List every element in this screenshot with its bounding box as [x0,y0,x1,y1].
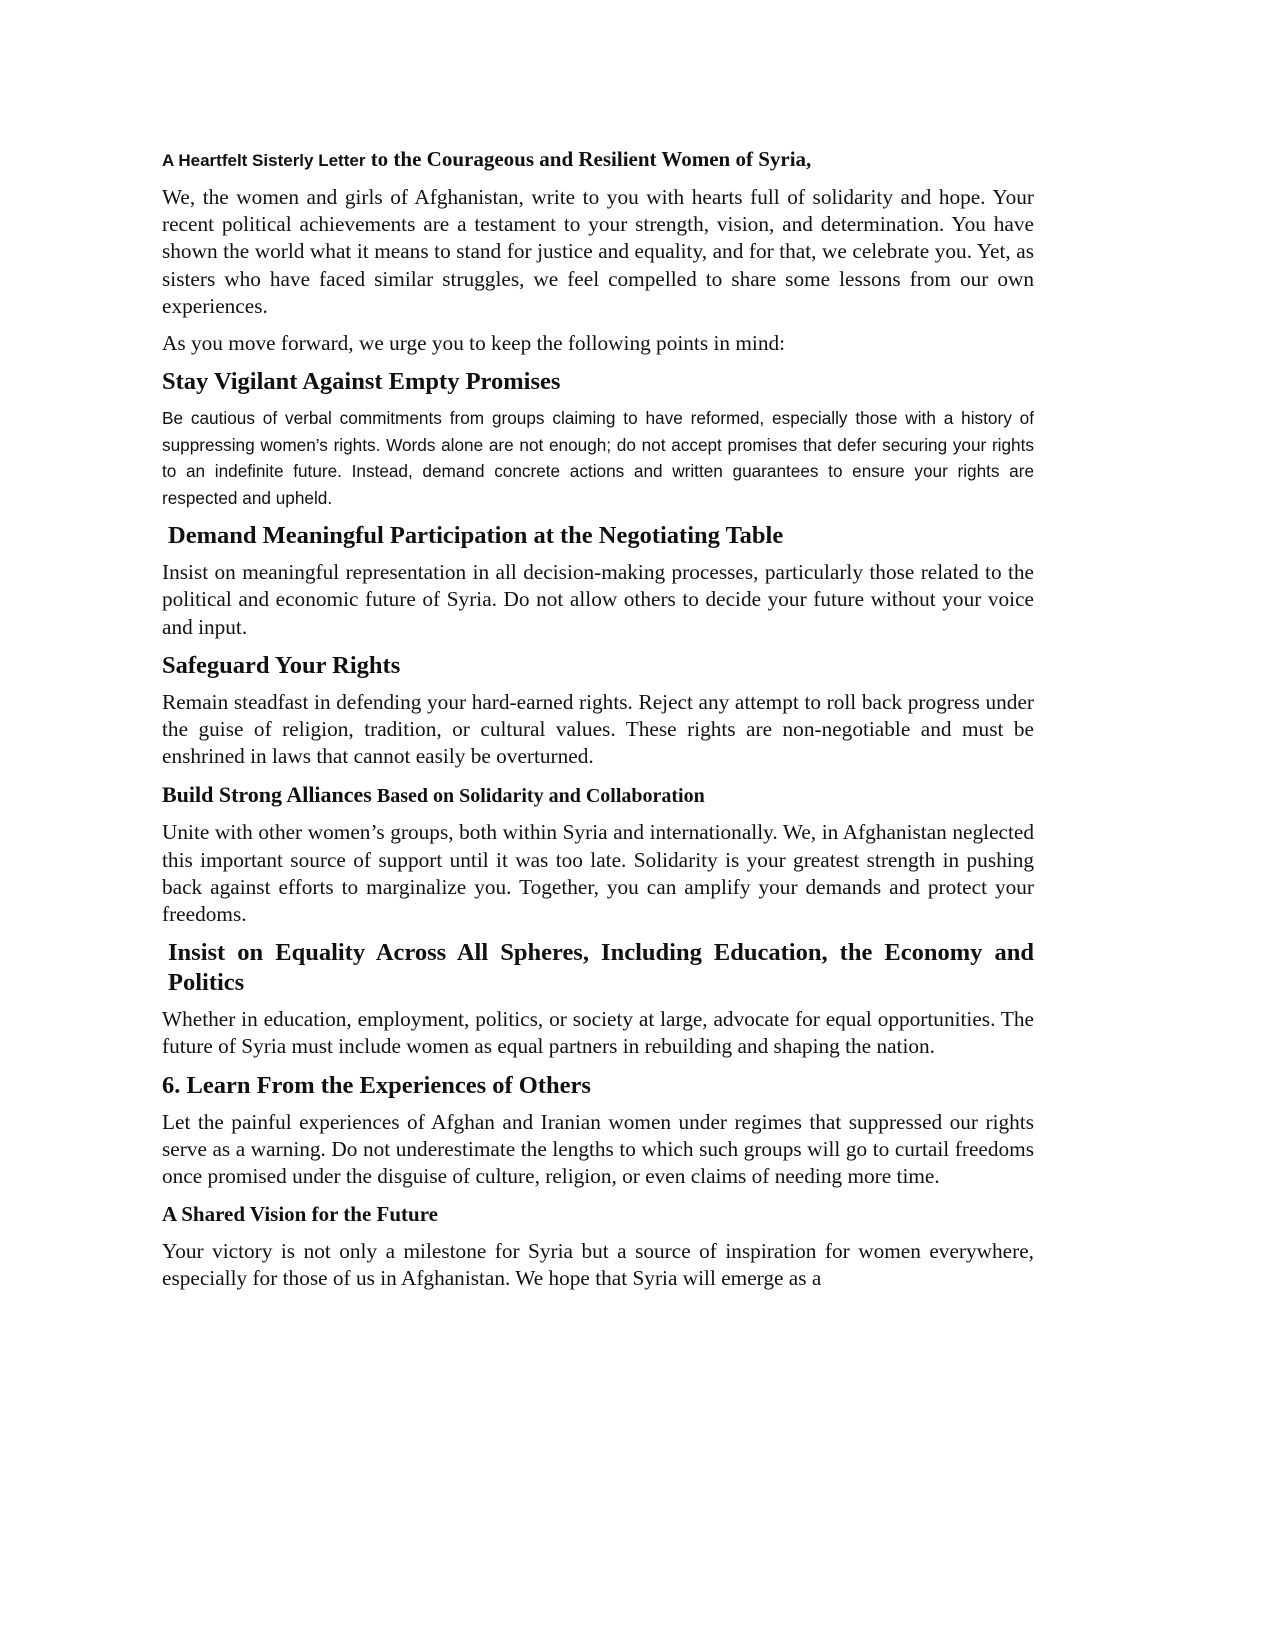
section-heading-vigilant: Stay Vigilant Against Empty Promises [162,368,561,396]
section-heading-participation: Demand Meaningful Participation at the Negotiating Table [168,522,784,550]
section-body-shared-vision: Your victory is not only a milestone for Syria but a source of inspiration for women everywhere, especially for those of us in Afghanistan. We hope that Syria will emerge as a [162,1239,1034,1291]
section-heading-alliances-part1: Build Strong Alliances [162,782,372,808]
section-body-learn: Let the painful experiences of Afghan and Iranian women under regimes that suppressed our rights serve as a warning. Do not underestimate the lengths to which such groups will go to curtail freedoms once promised under the disguise of culture, religion, or even claims of needing more time. [162,1109,1034,1189]
section-heading-equality: Insist on Equality Across All Spheres, Including Education, the Economy and Politics [168,939,1034,997]
section-body-safeguard: Remain steadfast in defending your hard-earned rights. Reject any attempt to roll back progress under the guise of religion, tradition, or cultural values. These rights are non-negotiable and must be enshrined in laws that cannot easily be overturned. [162,689,1034,769]
lead-in-paragraph: As you move forward, we urge you to keep the following points in mind: [162,331,786,356]
section-heading-shared-vision: A Shared Vision for the Future [162,1202,438,1227]
section-body-alliances: Unite with other women’s groups, both within Syria and internationally. We, in Afghanistan neglected this important source of support until it was too late. Solidarity is your greatest strength in pushing back against efforts to marginalize you. Together, you can amplify your demands and protect your freedoms. [162,820,1034,927]
letter-title-part2: to the Courageous and Resilient Women of Syria, [365,147,812,171]
section-heading-alliances [162,780,1034,811]
section-body-equality: Whether in education, employment, politics, or society at large, advocate for equal opportunities. The future of Syria must include women as equal partners in rebuilding and shaping the nation. [162,1007,1034,1059]
section-heading-safeguard: Safeguard Your Rights [162,651,401,679]
section-heading-alliances-part2: Based on Solidarity and Collaboration [371,785,705,808]
intro-paragraph: We, the women and girls of Afghanistan, write to you with hearts full of solidarity and hope. Your recent political achievements are a testament to your strength, vision, and determination. You have shown the world what it means to stand for justice and equality, and for that, we celebrate you. Yet, as sisters who have faced similar struggles, we feel compelled to share some lessons from our own experiences. [162,185,1034,318]
letter-title [162,146,1034,174]
section-body-vigilant: Be cautious of verbal commitments from groups claiming to have reformed, especially those with a history of suppressing women’s rights. Words alone are not enough; do not accept promises that defer securing your rights to an indefinite future. Instead, demand concrete actions and written guarantees to ensure your rights are respected and upheld. [162,408,1034,508]
section-body-participation: Insist on meaningful representation in all decision-making processes, particularly those related to the political and economic future of Syria. Do not allow others to decide your future without your voice and input. [162,560,1034,639]
letter-page [162,140,1034,1303]
letter-title-part1: A Heartfelt Sisterly Letter [162,151,366,170]
section-heading-learn: 6. Learn From the Experiences of Others [162,1071,591,1099]
